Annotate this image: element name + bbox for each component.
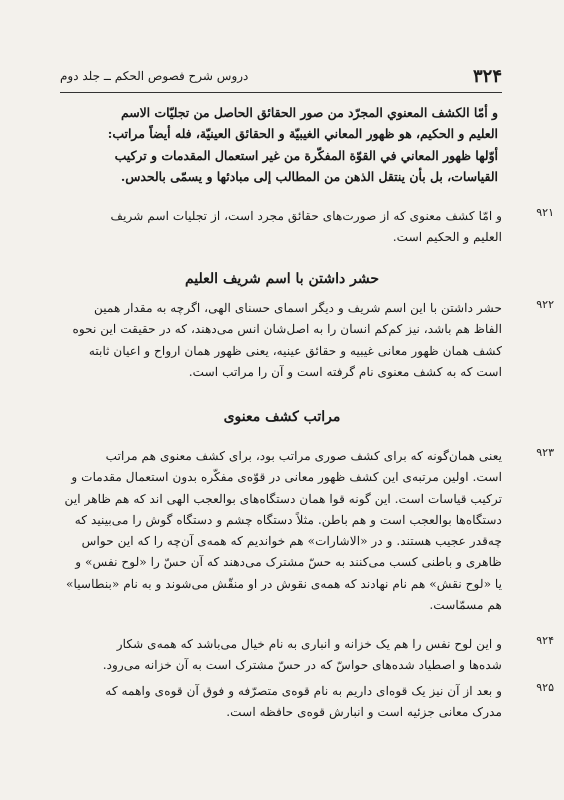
paragraph-924 <box>62 634 554 677</box>
text-line: هم مسمّاست. <box>429 598 502 613</box>
section-heading: حشر داشتن با اسم شریف العلیم <box>184 271 379 287</box>
text-line: حشر داشتن با این اسم شریف و دیگر اسمای حسنای الهی، اگرچه به مقدار همین <box>93 301 502 315</box>
header-rule <box>60 92 502 93</box>
paragraph-number: ۹۲۲ <box>536 298 554 311</box>
section-heading: مراتب کشف معنوی <box>223 409 341 425</box>
text-line: است. اولین مرتبه‌ی این کشف ظهور معانی در قوّه‌ی مفکّره بدون استعمال مقدمات و <box>71 470 502 485</box>
text-line: است که به کشف معنوی نام گرفته است و آن را مراتب است. <box>188 364 502 379</box>
page-number: ۳۲۴ <box>472 66 502 87</box>
text-line: ظاهری و باطنی کسب می‌کنند به حسّ مشترک می‌دهند که آن حسّ را «لوح نفس» و <box>75 555 502 570</box>
paragraph-number: ۹۲۱ <box>536 206 554 219</box>
text-line: العلیم و الحکیم است. <box>392 230 502 245</box>
paragraph-number: ۹۲۳ <box>536 446 554 459</box>
paragraph-925 <box>62 681 554 724</box>
text-line: شده‌ها و اصطیاد شده‌های حواسّ که در حسّ مشترک است به آن خزانه می‌رود. <box>102 658 502 673</box>
arabic-line: العليم و الحكيم، هو ظهور المعاني الغيبيّة و الحقائق العينيّة، فله أيضاً مراتب: <box>107 126 498 142</box>
text-line: ترکیب قیاسات است. این گونه قوا همان دستگاه‌های بوالعجب الهی اند که هم ظاهر این <box>64 491 502 506</box>
arabic-line: أوّلها ظهور المعاني في القوّة المفكّرة من غير استعمال المقدمات و تركيب <box>114 147 498 163</box>
paragraph-921 <box>62 206 554 249</box>
paragraph-number: ۹۲۴ <box>536 634 554 647</box>
arabic-quote <box>107 102 498 188</box>
text-line: و امّا کشف معنوی که از صورت‌های حقائق مجرد است، از تجلیات اسم شریف <box>110 209 502 223</box>
paragraph-number: ۹۲۵ <box>536 681 554 694</box>
text-line: دستگاه‌ها بوالعجب است و هم باطن. مثلاً دستگاه چشم و دستگاه گوش را می‌بینید که <box>74 512 502 527</box>
text-line: یعنی همان‌گونه که برای کشف صوری مراتب بود، برای کشف معنوی هم مراتب <box>105 449 502 463</box>
text-line: یا «لوح نقش» هم نام نهادند که همه‌ی نقوش در او منقّش می‌شوند و به نام «بنطاسیا» <box>66 576 502 591</box>
text-line: کشف همان ظهور معانی غیبیه و حقائق عینیه، یعنی ظهور همان ارواح و اعیان ثابته <box>88 343 502 358</box>
running-title: دروس شرح فصوص الحکم ــ جلد دوم <box>60 69 249 83</box>
arabic-line: و أمّا الكشف المعنوي المجرّد من صور الحقائق الحاصل من تجليّات الاسم <box>120 105 498 120</box>
paragraph-923 <box>62 446 554 616</box>
page-header <box>60 66 502 90</box>
text-line: و این لوح نفس را هم یک خزانه و انباری به نام خیال می‌باشد که همه‌ی شکار <box>116 637 502 651</box>
text-line: و بعد از آن نیز یک قوه‌ای داریم به نام قوه‌ی متصرّفه و فوق آن قوه‌ی واهمه که <box>105 684 502 698</box>
text-line: الفاظ هم باشد، نیز کم‌کم انسان را به اصل‌شان انس می‌دهند، که در حقیقت این نحوه <box>72 322 502 337</box>
text-line: چه‌قدر عجیب هستند. و در «الاشارات» هم خواندیم که همه‌ی آن‌چه را که این حواس <box>81 534 502 549</box>
paragraph-922 <box>62 298 554 383</box>
text-line: مدرک معانی جزئیه است و انبارش قوه‌ی حافظه است. <box>226 705 502 720</box>
arabic-line: القياسات، بل بأن ينتقل الذهن من المطالب إلى مبادئها و يسمّى بالحدس. <box>120 169 498 185</box>
